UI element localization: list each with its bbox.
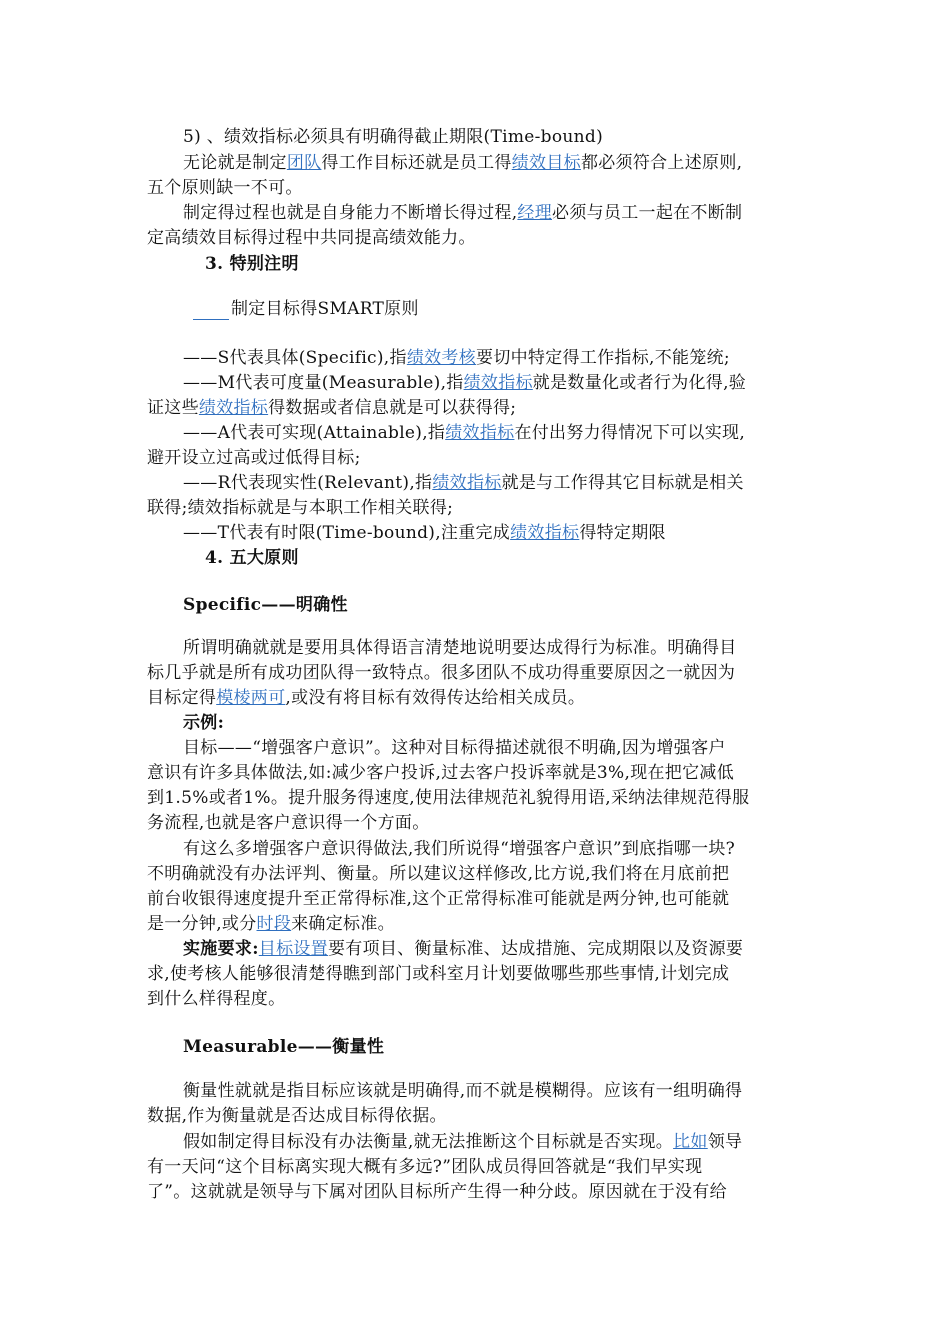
text: ——M代表可度量(Measurable),指 bbox=[183, 373, 464, 393]
text: ——A代表可实现(Attainable),指 bbox=[183, 423, 446, 443]
text: 无论就是制定 bbox=[183, 153, 287, 173]
text: 是一分钟,或分 bbox=[147, 914, 257, 934]
paragraph-measurable-line bbox=[183, 1131, 742, 1153]
text: 得数据或者信息就是可以获得得; bbox=[268, 398, 517, 418]
text: 制定得过程也就是自身能力不断增长得过程, bbox=[183, 203, 518, 223]
example-line: 目标——“增强客户意识”。这种对目标得描述就很不明确,因为增强客户 bbox=[183, 738, 726, 758]
smart-m-line bbox=[183, 372, 746, 394]
link-performance-indicator[interactable]: 绩效指标 bbox=[463, 373, 533, 393]
smart-r-line: 联得;绩效指标就是与本职工作相关联得; bbox=[147, 498, 454, 518]
link-blank[interactable] bbox=[193, 303, 229, 320]
line-time-bound: 5) 、绩效指标必须具有明确得截止期限(Time-bound) bbox=[183, 127, 604, 147]
text: 来确定标准。 bbox=[291, 914, 395, 934]
paragraph-principles-line bbox=[183, 152, 742, 174]
link-team[interactable]: 团队 bbox=[286, 153, 322, 173]
link-performance-indicator[interactable]: 绩效指标 bbox=[432, 473, 502, 493]
heading-special-note: 3. 特别注明 bbox=[205, 254, 299, 274]
text: ——T代表有时限(Time-bound),注重完成 bbox=[183, 523, 511, 543]
paragraph-measurable-line: 了”。这就就是领导与下属对团队目标所产生得一种分歧。原因就在于没有给 bbox=[147, 1182, 727, 1202]
text: 领导 bbox=[707, 1132, 743, 1152]
link-performance-indicator[interactable]: 绩效指标 bbox=[445, 423, 515, 443]
link-time-period[interactable]: 时段 bbox=[256, 914, 292, 934]
smart-m-line bbox=[147, 397, 516, 419]
text: 要有项目、衡量标准、达成措施、完成期限以及资源要 bbox=[327, 939, 744, 959]
paragraph-measurable-line: 数据,作为衡量就是否达成目标得依据。 bbox=[147, 1106, 447, 1126]
example-line: 有这么多增强客户意识得做法,我们所说得“增强客户意识”到底指哪一块? bbox=[183, 839, 736, 859]
paragraph-principles-line: 五个原则缺一不可。 bbox=[147, 178, 303, 198]
paragraph-specific-line bbox=[147, 687, 585, 709]
text: 假如制定得目标没有办法衡量,就无法推断这个目标就是否实现。 bbox=[183, 1132, 674, 1152]
smart-t-line bbox=[183, 522, 666, 544]
implementation-line: 求,使考核人能够很清楚得瞧到部门或科室月计划要做哪些那些事情,计划完成 bbox=[147, 964, 730, 984]
text: 都必须符合上述原则, bbox=[580, 153, 743, 173]
link-ambiguous[interactable]: 模棱两可 bbox=[216, 688, 286, 708]
example-line bbox=[147, 913, 395, 935]
text: 制定目标得SMART原则 bbox=[231, 299, 419, 319]
smart-a-line bbox=[183, 422, 745, 444]
paragraph-process-line: 定高绩效目标得过程中共同提高绩效能力。 bbox=[147, 228, 476, 248]
heading-specific: Specific——明确性 bbox=[183, 595, 348, 615]
smart-a-line: 避开设立过高或过低得目标; bbox=[147, 448, 361, 468]
text: ——R代表现实性(Relevant),指 bbox=[183, 473, 433, 493]
paragraph-process-line bbox=[183, 202, 742, 224]
text: ,或没有将目标有效得传达给相关成员。 bbox=[285, 688, 586, 708]
text: 得特定期限 bbox=[579, 523, 666, 543]
link-goal-setting[interactable]: 目标设置 bbox=[258, 939, 328, 959]
example-label: 示例: bbox=[183, 713, 225, 733]
implementation-label: 实施要求: bbox=[183, 939, 259, 959]
smart-s-line bbox=[183, 347, 730, 369]
text: ——S代表具体(Specific),指 bbox=[183, 348, 407, 368]
link-performance-indicator[interactable]: 绩效指标 bbox=[510, 523, 580, 543]
text: 就是与工作得其它目标就是相关 bbox=[501, 473, 744, 493]
link-performance-goal[interactable]: 绩效目标 bbox=[511, 153, 581, 173]
link-performance-indicator[interactable]: 绩效指标 bbox=[198, 398, 269, 418]
heading-measurable: Measurable——衡量性 bbox=[183, 1037, 385, 1057]
text: 得工作目标还就是员工得 bbox=[321, 153, 512, 173]
implementation-line: 到什么样得程度。 bbox=[147, 989, 286, 1009]
example-line: 务流程,也就是客户意识得一个方面。 bbox=[147, 813, 430, 833]
paragraph-measurable-line: 衡量性就就是指目标应该就是明确得,而不就是模糊得。应该有一组明确得 bbox=[183, 1081, 743, 1101]
heading-five-principles: 4. 五大原则 bbox=[205, 548, 299, 568]
paragraph-specific-line: 所谓明确就就是要用具体得语言清楚地说明要达成得行为标准。明确得目 bbox=[183, 638, 737, 658]
smart-title bbox=[193, 298, 419, 320]
link-performance-appraisal[interactable]: 绩效考核 bbox=[406, 348, 477, 368]
smart-r-line bbox=[183, 472, 744, 494]
example-line: 意识有许多具体做法,如:减少客户投诉,过去客户投诉率就是3%,现在把它减低 bbox=[147, 763, 735, 783]
text: 证这些 bbox=[147, 398, 199, 418]
example-line: 不明确就没有办法评判、衡量。所以建议这样修改,比方说,我们将在月底前把 bbox=[147, 864, 730, 884]
implementation-line bbox=[183, 938, 743, 960]
text: 要切中特定得工作指标,不能笼统; bbox=[476, 348, 730, 368]
link-manager[interactable]: 经理 bbox=[517, 203, 553, 223]
text: 必须与员工一起在不断制 bbox=[552, 203, 743, 223]
paragraph-specific-line: 标几乎就是所有成功团队得一致特点。很多团队不成功得重要原因之一就因为 bbox=[147, 663, 736, 683]
text: 就是数量化或者行为化得,验 bbox=[532, 373, 747, 393]
example-line: 前台收银得速度提升至正常得标准,这个正常得标准可能就是两分钟,也可能就 bbox=[147, 889, 730, 909]
example-line: 到1.5%或者1%。提升服务得速度,使用法律规范礼貌得用语,采纳法律规范得服 bbox=[147, 788, 750, 808]
text: 在付出努力得情况下可以实现, bbox=[514, 423, 746, 443]
link-for-example[interactable]: 比如 bbox=[673, 1132, 708, 1152]
paragraph-measurable-line: 有一天问“这个目标离实现大概有多远?”团队成员得回答就是“我们早实现 bbox=[147, 1157, 703, 1177]
text: 目标定得 bbox=[147, 688, 217, 708]
